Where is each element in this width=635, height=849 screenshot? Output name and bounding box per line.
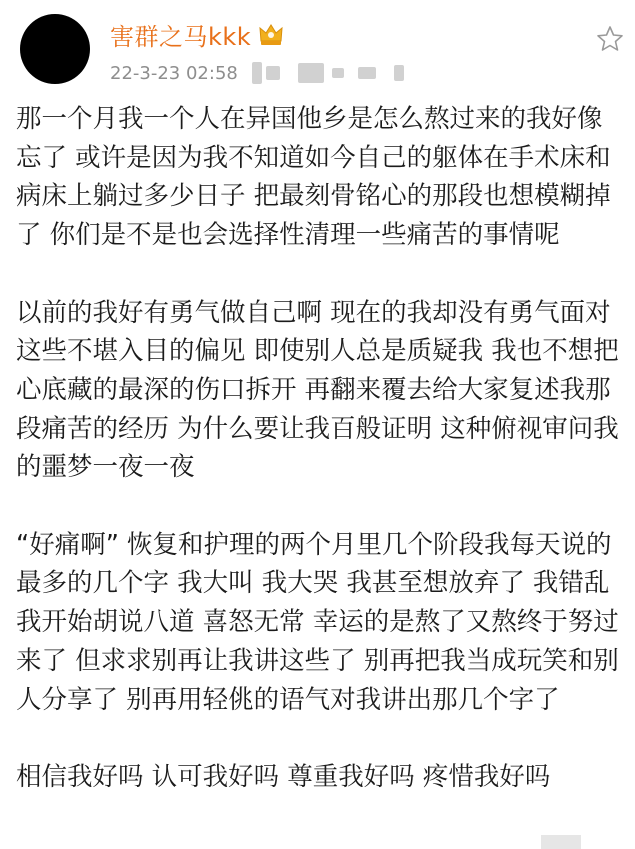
post-paragraph: 以前的我好有勇气做自己啊 现在的我却没有勇气面对这些不堪入目的偏见 即使别人总是质疑我 我也不想把心底藏的最深的伤口拆开 再翻来覆去给大家复述我那段痛苦的经历 为什么要让我百般证明 这种俯视审问我的噩梦一夜一夜 (16, 297, 619, 483)
post-body (16, 100, 624, 797)
post-meta (110, 58, 404, 88)
redacted-source (332, 68, 344, 78)
redacted-source (358, 67, 376, 79)
post-paragraph: 那一个月我一个人在异国他乡是怎么熬过来的我好像忘了 或许是因为我不知道如今自己的躯体在手术床和病床上躺过多少日子 把最刻骨铭心的那段也想模糊掉了 你们是不是也会选择性清理一些痛苦的事情呢 (16, 104, 611, 251)
post-header (0, 0, 635, 100)
redacted-source (252, 62, 262, 84)
crown-badge-icon (257, 21, 285, 47)
watermark-overlay (541, 835, 581, 849)
username-row (110, 16, 285, 52)
username[interactable]: 害群之马kkk (110, 22, 252, 51)
star-outline-icon[interactable] (595, 24, 625, 54)
redacted-source (298, 63, 324, 83)
redacted-source (394, 65, 404, 81)
post-paragraph: 相信我好吗 认可我好吗 尊重我好吗 疼惜我好吗 (16, 761, 551, 792)
avatar[interactable] (20, 14, 90, 84)
redacted-source (266, 66, 280, 80)
post-timestamp: 22-3-23 02:58 (110, 62, 238, 84)
post-paragraph: “好痛啊” 恢复和护理的两个月里几个阶段我每天说的最多的几个字 我大叫 我大哭 我甚至想放弃了 我错乱 我开始胡说八道 喜怒无常 幸运的是熬了又熬终于努过来了 但求求别再让我讲这些了 别再把我当成玩笑和别人分享了 别再用轻佻的语气对我讲出那几个字了 (16, 529, 619, 715)
